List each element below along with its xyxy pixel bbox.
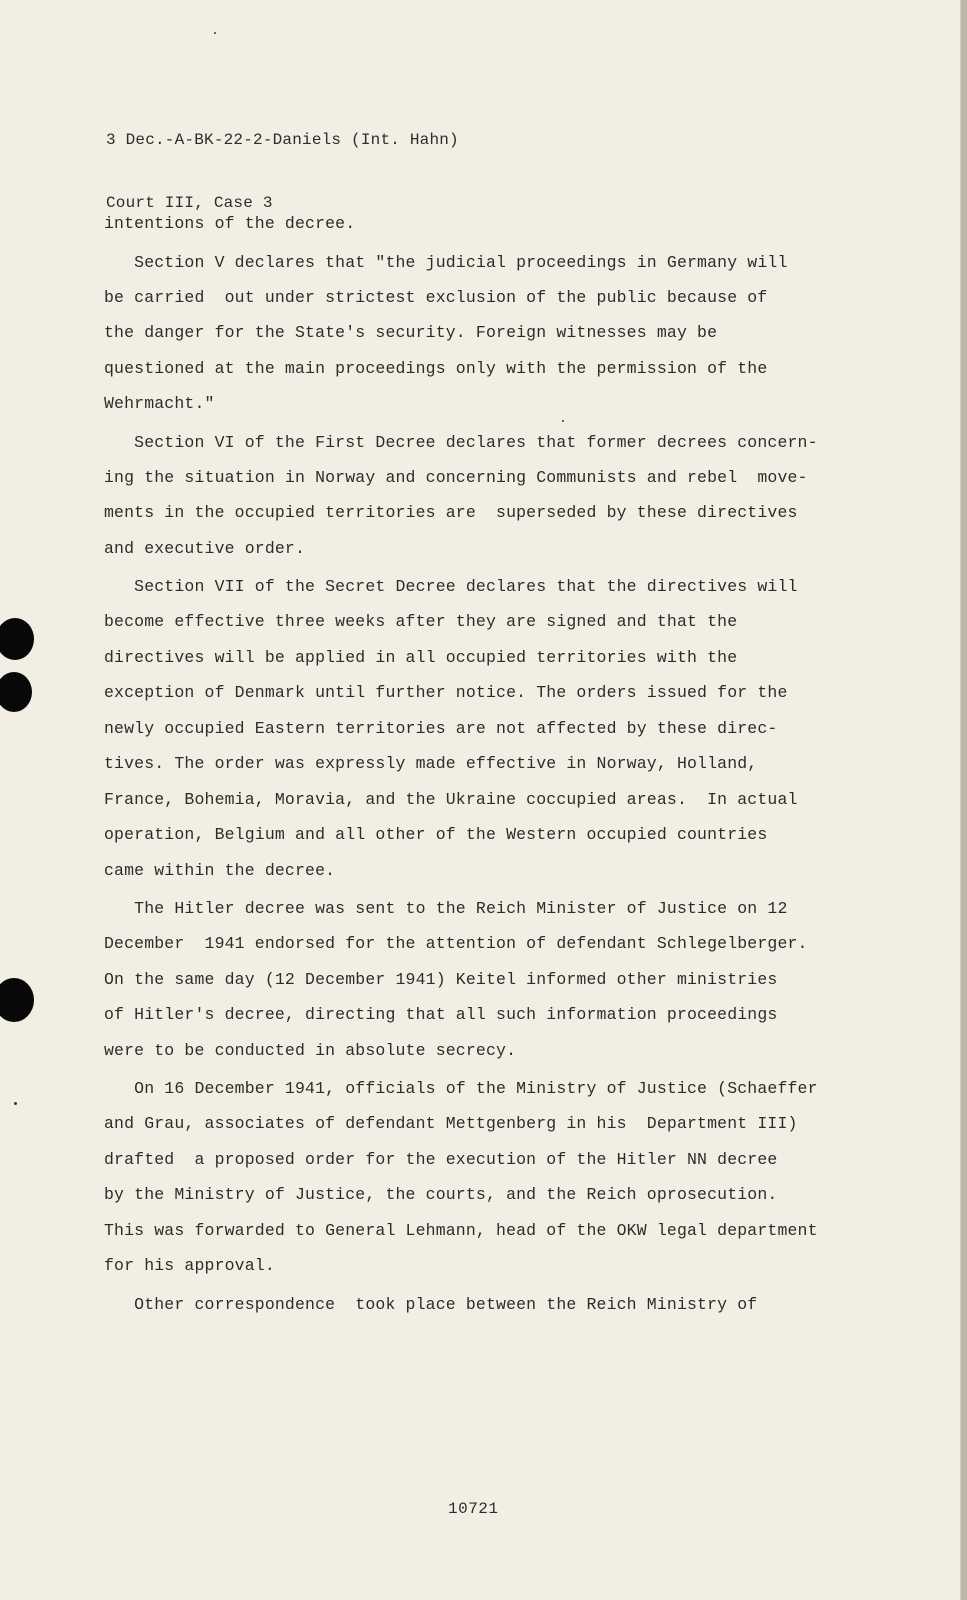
text-line: The Hitler decree was sent to the Reich Minister of Justice on 12 (104, 899, 788, 918)
text-line: become effective three weeks after they are signed and that the (104, 612, 738, 631)
body-text (104, 206, 849, 1322)
punch-hole (0, 978, 34, 1022)
text-line: On 16 December 1941, officials of the Ministry of Justice (Schaeffer (104, 1079, 818, 1098)
text-line: This was forwarded to General Lehmann, head of the OKW legal department (104, 1220, 818, 1240)
paper-speck (562, 420, 564, 422)
text-line: newly occupied Eastern territories are not affected by these direc- (104, 718, 778, 738)
text-line: questioned at the main proceedings only with the permission of the (104, 358, 768, 378)
text-line: of Hitler's decree, directing that all such information proceedings (104, 1005, 778, 1024)
text-line: ments in the occupied territories are superseded by these directives (104, 503, 798, 522)
text-line: tives. The order was expressly made effective in Norway, Holland, (104, 754, 758, 773)
text-line: and executive order. (104, 538, 306, 558)
text-line: be carried out under strictest exclusion of the public because of (104, 287, 768, 307)
paper-speck (214, 32, 216, 34)
page-edge (961, 0, 967, 1600)
text-line: for his approval. (104, 1256, 275, 1275)
text-line: On the same day (12 December 1941) Keitel informed other ministries (104, 969, 778, 989)
text-line: Other correspondence took place between the Reich Ministry of (104, 1294, 758, 1314)
text-line: December 1941 endorsed for the attention of defendant Schlegelberger. (104, 934, 808, 953)
text-line: were to be conducted in absolute secrecy. (104, 1040, 517, 1060)
text-line: intentions of the decree. (104, 214, 356, 233)
text-line: directives will be applied in all occupied territories with the (104, 647, 738, 667)
text-line: ing the situation in Norway and concerning Communists and rebel move- (104, 467, 808, 487)
text-line: Section VI of the First Decree declares that former decrees concern- (104, 432, 818, 452)
text-line: Section V declares that "the judicial proceedings in Germany will (104, 252, 788, 272)
text-line: the danger for the State's security. Foreign witnesses may be (104, 323, 718, 342)
text-line: Section VII of the Secret Decree declares that the directives will (104, 577, 798, 596)
header-reference-line: 3 Dec.-A-BK-22-2-Daniels (Int. Hahn) (106, 131, 459, 149)
punch-hole (0, 618, 34, 660)
text-line: by the Ministry of Justice, the courts, and the Reich oprosecution. (104, 1185, 778, 1204)
paper-speck (14, 1102, 17, 1105)
page-number: 10721 (448, 1500, 499, 1518)
text-line: Wehrmacht." (104, 394, 215, 413)
punch-hole (0, 672, 32, 712)
text-line: France, Bohemia, Moravia, and the Ukraine coccupied areas. In actual (104, 789, 798, 809)
header-court-case-line: Court III, Case 3 (106, 194, 273, 212)
text-line: drafted a proposed order for the execution of the Hitler NN decree (104, 1149, 778, 1169)
text-line: exception of Denmark until further notice. The orders issued for the (104, 683, 788, 702)
text-line: operation, Belgium and all other of the Western occupied countries (104, 825, 768, 844)
text-line: came within the decree. (104, 860, 336, 880)
text-line: and Grau, associates of defendant Mettgenberg in his Department III) (104, 1114, 798, 1133)
